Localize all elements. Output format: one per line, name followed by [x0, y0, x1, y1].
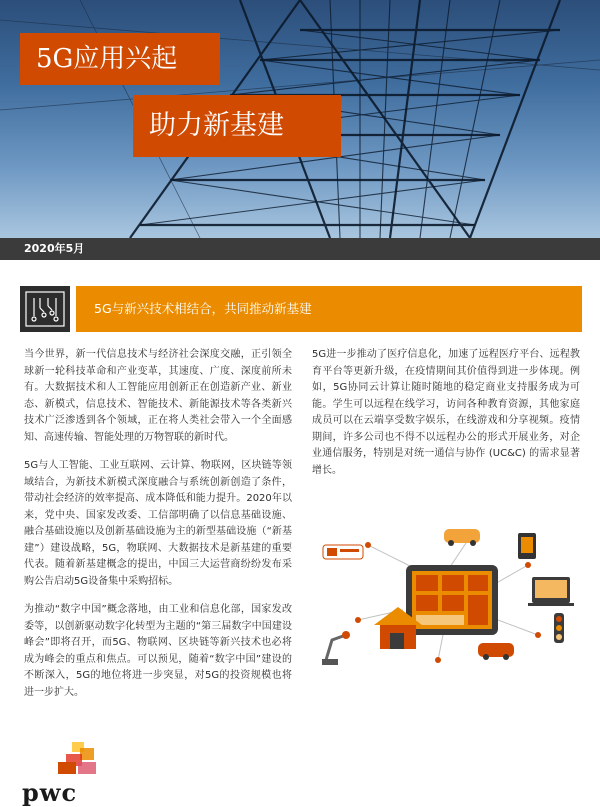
- paragraph: 为推动“数字中国”概念落地，由工业和信息化部，国家发改委等，以创新驱动数字化转型为主题的“第三届数字中国建设峰会”即将召开，而5G、物联网、区块链等新兴技术也必将成为峰会的重点和焦点。可以预见，随着“数字中国”建设的不断深入，5G的地位将进一步突显，对5G的投资规模也将进一步扩大。: [24, 604, 292, 698]
- publication-date: 2020年5月: [0, 238, 600, 260]
- title-line-1: 5G应用兴起: [20, 33, 220, 85]
- body-column-right: [312, 347, 580, 491]
- title-line-2: 助力新基建: [133, 95, 341, 157]
- logo-wordmark: pwc: [22, 778, 78, 807]
- pwc-logo: [22, 740, 132, 807]
- section-header-band: [20, 286, 582, 332]
- paragraph: 5G与人工智能、工业互联网、云计算、物联网，区块链等领域结合，为新技术新模式深度融合与系统创新创造了条件，带动社会经济的效率提高、成本降低和能力提升。2020年以来，党中央、国家发改委、工信部明确了以信息基础设施、融合基础设施以及创新基础设施为主的新型基础设施（“新基建”）建设战略，5G，物联网、大数据技术是新基建的重要代表。随着新基建概念的提出，中国三大运营商纷纷发布采购公告启动5G设备集中采购招标。: [24, 460, 292, 587]
- body-column-left: [24, 347, 292, 713]
- smart-city-illustration: [318, 525, 580, 671]
- section-heading: 5G与新兴技术相结合，共同推动新基建: [76, 286, 582, 332]
- pwc-logo-mark: [22, 740, 132, 780]
- paragraph: 5G进一步推动了医疗信息化，加速了远程医疗平台、远程教育平台等更新升级，在疫情期间其价值得到进一步体现。例如，5G协同云计算让随时随地的稳定商业支持服务成为可能。学生可以远程在线学习，访问各种教育资源，其他家庭成员可以在云端享受数字娱乐，在线游戏和分享视频。疫情期间，许多公司也不得不以远程办公的形式开展业务，对企业通信服务，特别是对统一通信与协作 (UC&C) 的需求显著增长。: [312, 349, 580, 476]
- circuit-icon: [20, 286, 70, 332]
- hero-banner: [0, 0, 600, 238]
- paragraph: 当今世界，新一代信息技术与经济社会深度交融，正引领全球新一轮科技革命和产业变革，其速度、广度、深度前所未有。大数据技术和人工智能应用创新正在创造新产业、新业态、新模式，信息技术、智能技术、新能源技术等各类新兴技术广泛渗透到各个领域，正在将人类社会带入一个全面感知、高速传输、智能处理的万物智联的新时代。: [24, 349, 292, 443]
